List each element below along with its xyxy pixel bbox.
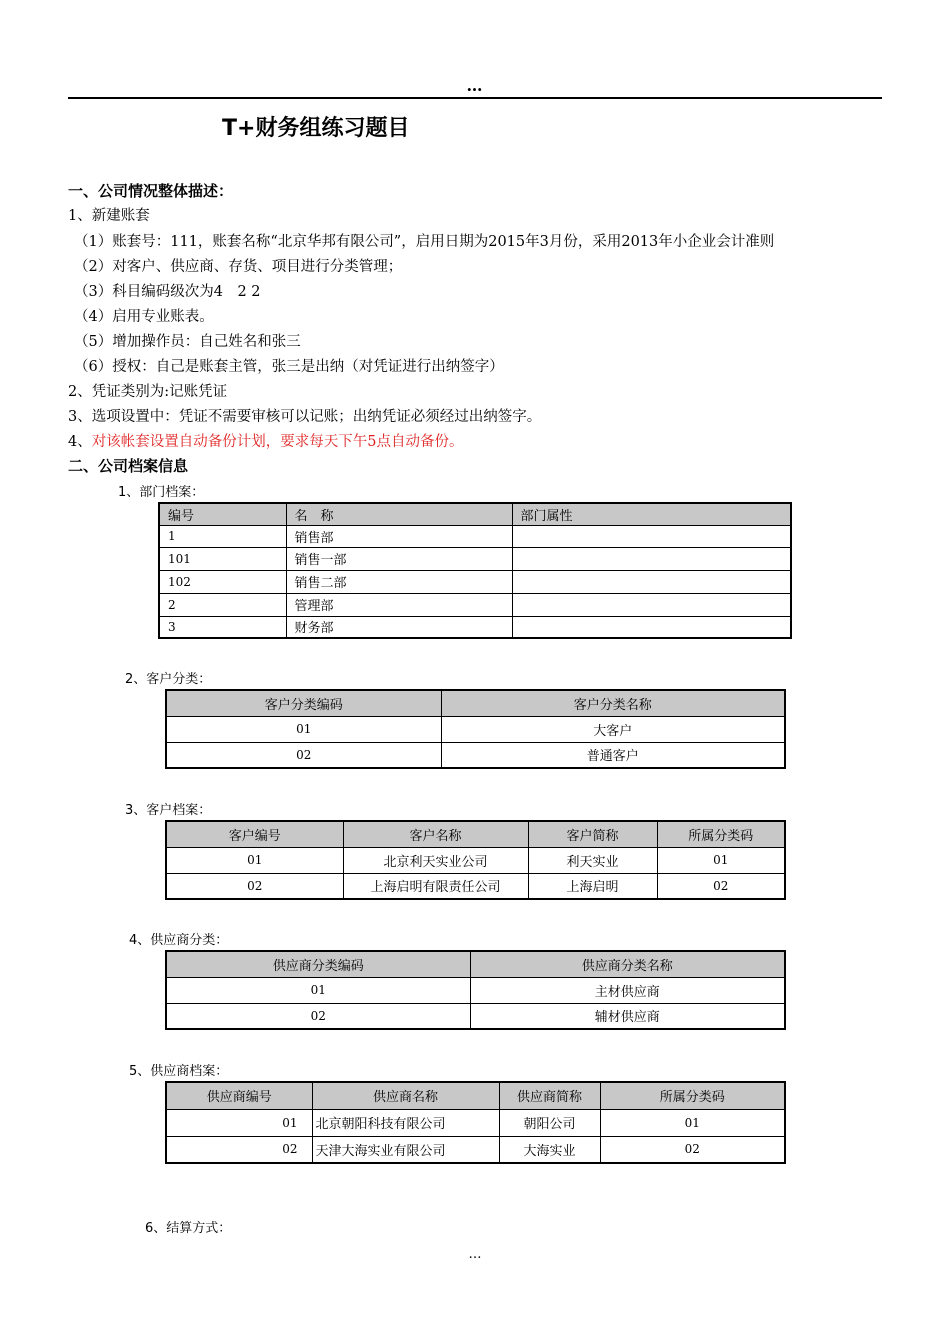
dept-attr xyxy=(512,593,791,616)
dept-code: 1 xyxy=(159,525,286,547)
dept-attr xyxy=(512,547,791,570)
text-line: 3、选项设置中：凭证不需要审核可以记账；出纳凭证必须经过出纳签字。 xyxy=(68,409,542,425)
section-1-heading: 一、公司情况整体描述： xyxy=(68,182,234,200)
cust-code: 02 xyxy=(166,873,343,899)
table-row xyxy=(159,616,791,638)
cust-header-name: 客户名称 xyxy=(343,821,528,847)
table-row xyxy=(166,1003,785,1029)
dept-header-code: 编号 xyxy=(159,503,286,525)
cust-class-code: 02 xyxy=(166,742,441,768)
settle-label: 6、结算方式： xyxy=(145,1221,232,1236)
sup-header-code: 供应商编号 xyxy=(166,1082,312,1109)
dept-name: 财务部 xyxy=(286,616,512,638)
cust-header-class: 所属分类码 xyxy=(657,821,785,847)
cust-header-code: 客户编号 xyxy=(166,821,343,847)
sup-class-code: 02 xyxy=(600,1136,785,1163)
table-row xyxy=(159,570,791,593)
table-row xyxy=(166,873,785,899)
dept-code: 3 xyxy=(159,616,286,638)
sup-header-class: 所属分类码 xyxy=(600,1082,785,1109)
dept-name: 销售二部 xyxy=(286,570,512,593)
red-notice-line xyxy=(68,430,463,451)
sup-class-code: 02 xyxy=(166,1003,470,1029)
dept-attr xyxy=(512,616,791,638)
sup-class-table xyxy=(165,950,786,1030)
cust-class-name: 大客户 xyxy=(441,716,785,742)
sup-name: 北京朝阳科技有限公司 xyxy=(312,1109,499,1136)
cust-class-header-code: 客户分类编码 xyxy=(166,690,441,716)
cust-class-code: 01 xyxy=(166,716,441,742)
dept-name: 管理部 xyxy=(286,593,512,616)
cust-table xyxy=(165,820,786,900)
dept-code: 101 xyxy=(159,547,286,570)
sup-header-short: 供应商简称 xyxy=(499,1082,600,1109)
cust-name: 北京利天实业公司 xyxy=(343,847,528,873)
red-notice-prefix: 4、 xyxy=(68,434,92,450)
sup-class-label: 4、供应商分类： xyxy=(129,933,229,948)
text-line: （1）账套号：111，账套名称“北京华邦有限公司”，启用日期为2015年3月份，采用2013年小企业会计准则 xyxy=(74,234,775,250)
dept-name: 销售一部 xyxy=(286,547,512,570)
sup-code: 01 xyxy=(166,1109,312,1136)
sup-class-code: 01 xyxy=(166,977,470,1003)
sup-name: 天津大海实业有限公司 xyxy=(312,1136,499,1163)
dept-attr xyxy=(512,525,791,547)
dept-label: 1、部门档案： xyxy=(118,485,205,500)
text-line: （4）启用专业账表。 xyxy=(74,309,214,325)
section-2-heading: 二、公司档案信息 xyxy=(68,457,189,475)
sup-class-name: 主材供应商 xyxy=(470,977,785,1003)
table-row xyxy=(166,742,785,768)
red-notice-text: 对该帐套设置自动备份计划，要求每天下午5点自动备份。 xyxy=(91,434,464,450)
sup-class-header-name: 供应商分类名称 xyxy=(470,951,785,977)
dept-table xyxy=(158,502,792,639)
text-line: （5）增加操作员：自己姓名和张三 xyxy=(74,334,301,350)
cust-class-code: 02 xyxy=(657,873,785,899)
table-row xyxy=(166,716,785,742)
cust-class-table xyxy=(165,689,786,769)
cust-class-label: 2、客户分类： xyxy=(125,672,212,687)
table-row xyxy=(166,1136,785,1163)
sup-class-header-code: 供应商分类编码 xyxy=(166,951,470,977)
table-row xyxy=(159,593,791,616)
text-line: 1、新建账套 xyxy=(68,208,150,224)
document-title: T+财务组练习题目 xyxy=(222,116,410,141)
sup-code: 02 xyxy=(166,1136,312,1163)
cust-class-code: 01 xyxy=(657,847,785,873)
cust-header-short: 客户简称 xyxy=(528,821,657,847)
cust-class-header-name: 客户分类名称 xyxy=(441,690,785,716)
dept-name: 销售部 xyxy=(286,525,512,547)
table-row xyxy=(159,525,791,547)
text-line: （6）授权：自己是账套主管，张三是出纳（对凭证进行出纳签字） xyxy=(74,359,504,375)
cust-short: 上海启明 xyxy=(528,873,657,899)
sup-class-code: 01 xyxy=(600,1109,785,1136)
dept-attr xyxy=(512,570,791,593)
table-row xyxy=(159,547,791,570)
cust-code: 01 xyxy=(166,847,343,873)
text-line: 2、凭证类别为:记账凭证 xyxy=(68,384,228,400)
sup-header-name: 供应商名称 xyxy=(312,1082,499,1109)
header-dots: … xyxy=(466,76,484,95)
header-rule xyxy=(68,97,882,99)
sup-short: 朝阳公司 xyxy=(499,1109,600,1136)
dept-code: 102 xyxy=(159,570,286,593)
table-row xyxy=(166,1109,785,1136)
footer-dots: … xyxy=(468,1247,482,1262)
sup-label: 5、供应商档案： xyxy=(129,1064,229,1079)
sup-class-name: 辅材供应商 xyxy=(470,1003,785,1029)
sup-table xyxy=(165,1081,786,1164)
table-row xyxy=(166,847,785,873)
table-row xyxy=(166,977,785,1003)
cust-label: 3、客户档案： xyxy=(125,803,212,818)
text-line: （2）对客户、供应商、存货、项目进行分类管理； xyxy=(74,259,403,275)
cust-name: 上海启明有限责任公司 xyxy=(343,873,528,899)
cust-short: 利天实业 xyxy=(528,847,657,873)
text-line: （3）科目编码级次为4 2 2 xyxy=(74,284,261,300)
sup-short: 大海实业 xyxy=(499,1136,600,1163)
dept-code: 2 xyxy=(159,593,286,616)
cust-class-name: 普通客户 xyxy=(441,742,785,768)
dept-header-name: 名 称 xyxy=(286,503,512,525)
dept-header-attr: 部门属性 xyxy=(512,503,791,525)
